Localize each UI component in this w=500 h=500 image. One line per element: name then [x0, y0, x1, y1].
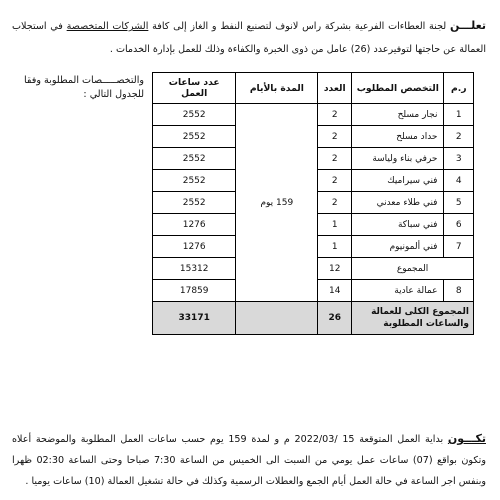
header-hours: عدد ساعات العمل	[153, 73, 236, 104]
row-num: 1	[444, 104, 474, 126]
total-count: 26	[318, 302, 352, 335]
header-duration: المدة بالأيام	[236, 73, 318, 104]
intro-text-a: لجنة العطاءات الفرعية بشركة راس لانوف لتصنيع النفط و الغاز إلى كافة	[152, 21, 447, 32]
total-hours: 33171	[153, 302, 236, 335]
intro-text-b: في استجلاب العمالة عن حاجتها لتوفيرعدد (26) عامل من ذوى الخبرة والكفاءة وذلك للعمل بإدارة الخدمات .	[12, 21, 486, 55]
row-spec: فني طلاء معدني	[352, 192, 444, 214]
row-spec: فني ألمونيوم	[352, 236, 444, 258]
side-note: والتخصـــــصات المطلوبة وفقا للجدول التالي :	[23, 75, 144, 100]
row-spec: حداد مسلح	[352, 126, 444, 148]
total-label: المجموع الكلى للعمالة والساعات المطلوبة	[352, 302, 474, 335]
row-count: 2	[318, 126, 352, 148]
subtotal-count: 12	[318, 258, 352, 280]
row-spec: فني سيراميك	[352, 170, 444, 192]
row-count: 2	[318, 192, 352, 214]
row-count: 1	[318, 236, 352, 258]
footer-text: بداية العمل المتوقعة 15 /2022/03 م و لمدة 159 يوم حسب ساعات العمل المطلوبة والموضحة أعلاه وتكون بواقع (07) ساعات عمل يومي من السبت الى الخميس من الساعة 7:30 صباحا وحتى الساعة 02:30 ظهرا وبنفس اجر الساعة في حالة العمل أيام الجمع والعطلات الرسمية وكذلك في حالة تشغيل العمالة (10) ساعات يوميا .	[12, 434, 486, 487]
row-num: 3	[444, 148, 474, 170]
row-num: 6	[444, 214, 474, 236]
header-spec: التخصص المطلوب	[352, 73, 444, 104]
intro-paragraph	[12, 14, 486, 61]
footer-lead-word: تكـــون	[447, 432, 486, 445]
total-row	[153, 302, 474, 335]
table-row	[153, 104, 474, 126]
row-spec: حرفي بناء ولياسة	[352, 148, 444, 170]
row-num: 8	[444, 280, 474, 302]
row-hours: 2552	[153, 104, 236, 126]
subtotal-hours: 15312	[153, 258, 236, 280]
row-count: 2	[318, 104, 352, 126]
row-num: 2	[444, 126, 474, 148]
row-hours: 2552	[153, 192, 236, 214]
workforce-table	[152, 72, 474, 335]
row-num: 7	[444, 236, 474, 258]
intro-lead-word: تعلـــن	[449, 19, 486, 32]
row-hours: 2552	[153, 170, 236, 192]
row-hours: 2552	[153, 126, 236, 148]
row-hours: 1276	[153, 214, 236, 236]
row-hours: 1276	[153, 236, 236, 258]
row-spec: عمالة عادية	[352, 280, 444, 302]
table-header-row	[153, 73, 474, 104]
row-num: 4	[444, 170, 474, 192]
row-spec: فني سباكة	[352, 214, 444, 236]
row-hours: 17859	[153, 280, 236, 302]
row-num: 5	[444, 192, 474, 214]
row-hours: 2552	[153, 148, 236, 170]
subtotal-label: المجموع	[352, 258, 474, 280]
footer-paragraph	[12, 428, 486, 492]
row-count: 2	[318, 148, 352, 170]
duration-cell: 159 يوم	[236, 104, 318, 302]
header-count: العدد	[318, 73, 352, 104]
intro-underlined: الشركات المتخصصة	[66, 21, 149, 32]
row-spec: نجار مسلح	[352, 104, 444, 126]
total-duration-empty	[236, 302, 318, 335]
row-count: 2	[318, 170, 352, 192]
row-count: 1	[318, 214, 352, 236]
header-num: ر.م	[444, 73, 474, 104]
row-count: 14	[318, 280, 352, 302]
